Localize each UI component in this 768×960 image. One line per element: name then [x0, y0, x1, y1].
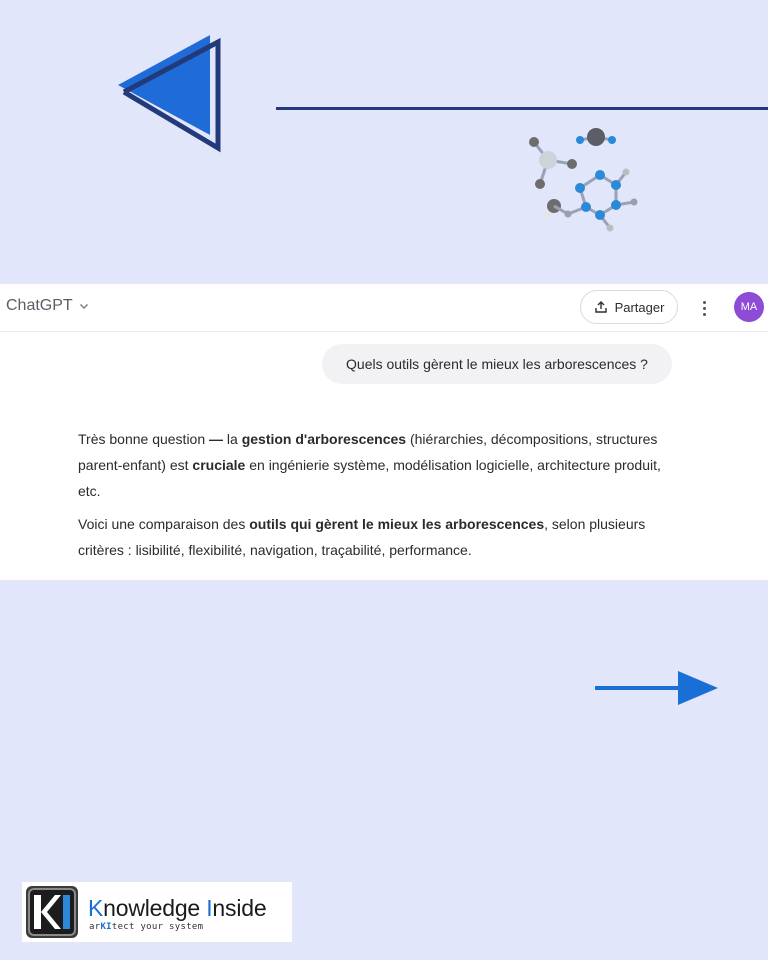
bold-text: outils qui gèrent le mieux les arborescences: [249, 516, 545, 532]
bold-text: cruciale: [192, 457, 246, 473]
brand-logo: [22, 882, 292, 942]
share-label: Partager: [614, 299, 665, 315]
brand-tagline: arKItect your system: [89, 922, 204, 932]
text: en ingénierie système, modélisation logicielle, architecture produit, etc.: [78, 457, 661, 499]
decorative-line: [276, 107, 768, 110]
user-message: Quels outils gèrent le mieux les arborescences ?: [322, 344, 672, 384]
bold-text: —: [209, 431, 224, 447]
answer-paragraph: [78, 426, 678, 504]
brand-name: Knowledge Inside: [88, 895, 267, 921]
arrow-right-icon: [592, 668, 722, 708]
text: Très bonne question: [78, 431, 210, 447]
text: (hiérarchies, décompositions, structures parent-enfant) est: [78, 431, 658, 473]
model-selector[interactable]: [6, 297, 89, 315]
bold-text: gestion d'arborescences: [241, 431, 407, 447]
share-button[interactable]: [580, 290, 678, 324]
chevron-down-icon: [79, 301, 89, 311]
molecule-icon: [520, 120, 650, 235]
chatgpt-window: [0, 284, 768, 580]
text: la: [223, 431, 242, 447]
kebab-menu-icon[interactable]: [696, 296, 712, 320]
ki-logo-icon: [25, 885, 79, 939]
avatar[interactable]: MA: [734, 292, 764, 322]
answer-paragraph: [78, 511, 678, 563]
share-icon: [594, 300, 608, 314]
assistant-message: [78, 426, 678, 570]
paper-plane-icon: [110, 30, 230, 160]
text: Voici une comparaison des: [78, 516, 250, 532]
model-name: ChatGPT: [6, 297, 73, 314]
text: , selon plusieurs critères : lisibilité, flexibilité, navigation, traçabilité, performance.: [78, 516, 646, 558]
top-bar: [0, 284, 768, 332]
